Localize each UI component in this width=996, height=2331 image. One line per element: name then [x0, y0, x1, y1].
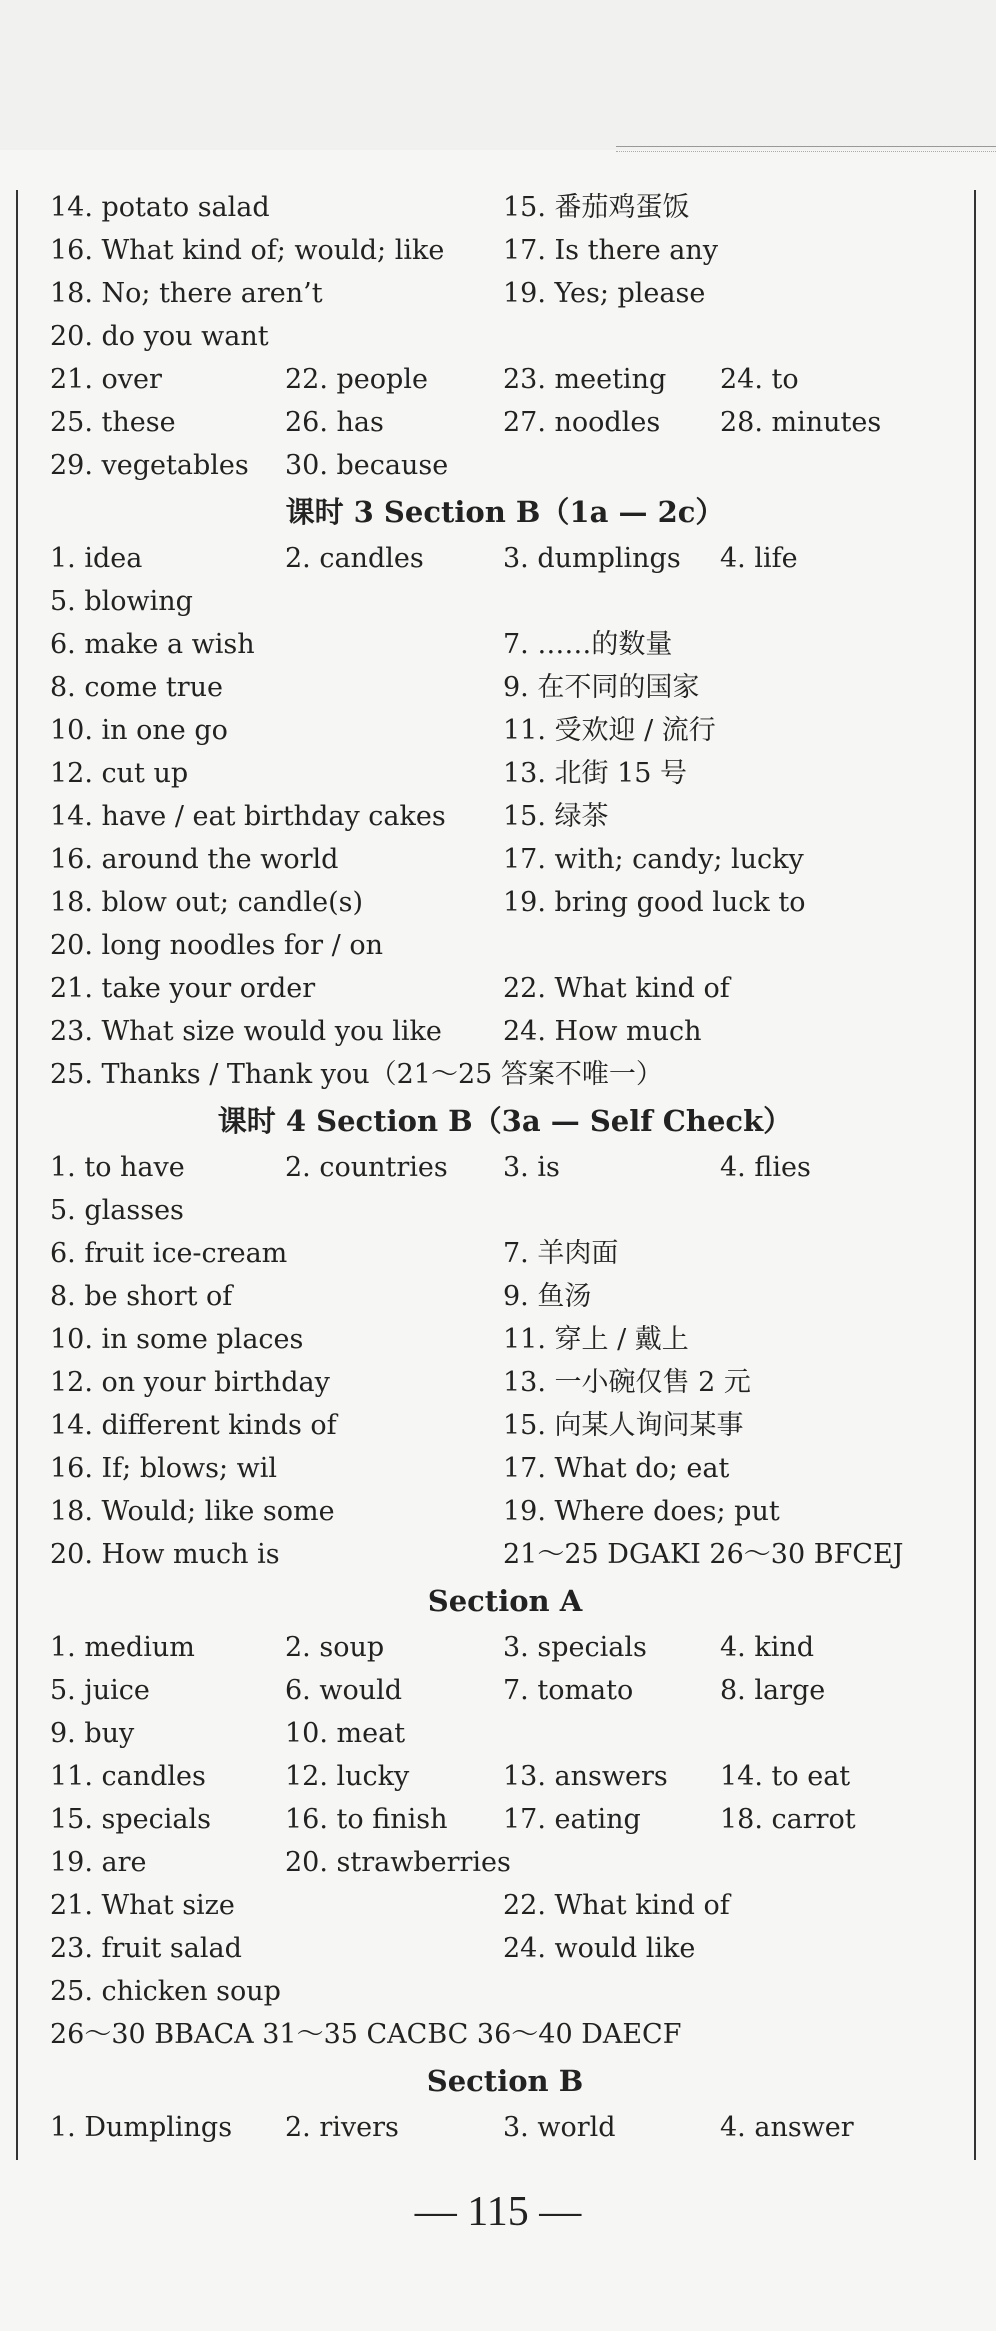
answer-item: 22. people — [285, 364, 428, 395]
answer-item: 16. to finish — [285, 1804, 448, 1835]
answer-item: 8. large — [720, 1675, 826, 1706]
answer-row — [50, 1755, 960, 1798]
answer-row — [50, 1361, 960, 1404]
answer-item: 13. 北街 15 号 — [503, 758, 688, 789]
answer-item: 5. glasses — [50, 1195, 184, 1226]
answer-item: 18. blow out; candle(s) — [50, 887, 363, 918]
answer-item: 12. lucky — [285, 1761, 410, 1792]
answer-item: 11. 受欢迎 / 流行 — [503, 715, 716, 746]
answer-item: 5. blowing — [50, 586, 193, 617]
answer-item: 19. Where does; put — [503, 1496, 780, 1527]
answer-key-content — [50, 186, 960, 2149]
answer-item: 11. candles — [50, 1761, 206, 1792]
answer-item: 10. in some places — [50, 1324, 304, 1355]
page-number: — 115 — — [414, 2189, 582, 2235]
answer-row — [50, 1447, 960, 1490]
answer-item: 16. What kind of; would; like — [50, 235, 445, 266]
answer-row — [50, 2013, 960, 2056]
answer-row — [50, 229, 960, 272]
answer-item: 25. chicken soup — [50, 1976, 281, 2007]
answer-item: 25. these — [50, 407, 176, 438]
answer-item: 20. strawberries — [285, 1847, 511, 1878]
answer-item: 10. meat — [285, 1718, 406, 1749]
answer-item: 17. What do; eat — [503, 1453, 730, 1484]
answer-row — [50, 752, 960, 795]
answer-item: 19. are — [50, 1847, 147, 1878]
answer-item: 16. If; blows; wil — [50, 1453, 278, 1484]
answer-item: 21. over — [50, 364, 162, 395]
answer-row — [50, 272, 960, 315]
answer-row — [50, 1712, 960, 1755]
answer-row — [50, 2106, 960, 2149]
answer-item: 4. life — [720, 543, 798, 574]
answer-item: 2. candles — [285, 543, 424, 574]
answer-item: 3. is — [503, 1152, 560, 1183]
answer-row — [50, 924, 960, 967]
answer-row — [50, 1884, 960, 1927]
answer-row — [50, 1318, 960, 1361]
answer-item: 28. minutes — [720, 407, 882, 438]
answer-item: 13. 一小碗仅售 2 元 — [503, 1367, 751, 1398]
answer-item: 16. around the world — [50, 844, 339, 875]
answer-item: 6. fruit ice-cream — [50, 1238, 288, 1269]
answer-row — [50, 444, 960, 487]
answer-item: 6. would — [285, 1675, 403, 1706]
answer-item: 7. 羊肉面 — [503, 1238, 619, 1269]
section-heading: Section A — [427, 1584, 583, 1618]
section-heading: Section B — [426, 2064, 584, 2098]
section-heading: 课时 3 Section B（1a — 2c） — [285, 495, 725, 529]
answer-item: 9. buy — [50, 1718, 135, 1749]
answer-item: 14. potato salad — [50, 192, 270, 223]
answer-row — [50, 666, 960, 709]
answer-item: 8. come true — [50, 672, 224, 703]
answer-item: 17. with; candy; lucky — [503, 844, 804, 875]
answer-item: 6. make a wish — [50, 629, 255, 660]
answer-item: 7. ……的数量 — [503, 629, 673, 660]
answer-item: 13. answers — [503, 1761, 668, 1792]
answer-item: 22. What kind of — [503, 973, 730, 1004]
answer-row — [50, 1927, 960, 1970]
answer-row — [50, 1146, 960, 1189]
answer-item: 19. Yes; please — [503, 278, 706, 309]
answer-row — [50, 881, 960, 924]
answer-item: 24. to — [720, 364, 799, 395]
answer-item: 3. specials — [503, 1632, 647, 1663]
answer-item: 18. No; there aren’t — [50, 278, 323, 309]
answer-item: 24. How much — [503, 1016, 702, 1047]
answer-item: 1. to have — [50, 1152, 185, 1183]
answer-row — [50, 1970, 960, 2013]
frame-right-border — [974, 190, 976, 2160]
answer-item: 9. 鱼汤 — [503, 1281, 592, 1312]
answer-item: 27. noodles — [503, 407, 661, 438]
answer-item: 4. flies — [720, 1152, 811, 1183]
answer-item: 1. idea — [50, 543, 143, 574]
answer-item: 1. medium — [50, 1632, 195, 1663]
answer-row — [50, 1669, 960, 1712]
answer-item: 17. eating — [503, 1804, 641, 1835]
answer-item: 26. has — [285, 407, 384, 438]
frame-left-border — [16, 190, 18, 2160]
answer-item: 2. rivers — [285, 2112, 399, 2143]
answer-item: 29. vegetables — [50, 450, 249, 481]
answer-item: 20. do you want — [50, 321, 269, 352]
answer-item: 20. long noodles for / on — [50, 930, 383, 961]
answer-row — [50, 358, 960, 401]
answer-row — [50, 838, 960, 881]
answer-item: 23. fruit salad — [50, 1933, 242, 1964]
section-heading: 课时 4 Section B（3a — Self Check） — [217, 1104, 793, 1138]
answer-item: 1. Dumplings — [50, 2112, 233, 2143]
answer-item: 4. kind — [720, 1632, 815, 1663]
answer-item: 20. How much is — [50, 1539, 280, 1570]
answer-row — [50, 401, 960, 444]
answer-item: 7. tomato — [503, 1675, 634, 1706]
answer-item: 17. Is there any — [503, 235, 719, 266]
answer-item: 14. to eat — [720, 1761, 851, 1792]
answer-row — [50, 537, 960, 580]
answer-row — [50, 795, 960, 838]
answer-row — [50, 1189, 960, 1232]
answer-item: 18. Would; like some — [50, 1496, 335, 1527]
answer-row — [50, 1275, 960, 1318]
answer-item: 3. world — [503, 2112, 616, 2143]
answer-item: 23. What size would you like — [50, 1016, 442, 1047]
answer-row — [50, 1053, 960, 1096]
answer-item: 5. juice — [50, 1675, 150, 1706]
answer-item: 24. would like — [503, 1933, 696, 1964]
answer-row — [50, 623, 960, 666]
answer-item: 25. Thanks / Thank you（21～25 答案不唯一） — [50, 1059, 663, 1090]
answer-item: 15. 绿茶 — [503, 801, 609, 832]
answer-row — [50, 1010, 960, 1053]
answer-item: 30. because — [285, 450, 449, 481]
answer-item: 2. countries — [285, 1152, 448, 1183]
answer-item: 21～25 DGAKI 26～30 BFCEJ — [503, 1539, 904, 1570]
answer-row — [50, 967, 960, 1010]
answer-item: 18. carrot — [720, 1804, 856, 1835]
answer-item: 2. soup — [285, 1632, 385, 1663]
answer-row — [50, 1841, 960, 1884]
answer-row — [50, 315, 960, 358]
answer-item: 21. take your order — [50, 973, 316, 1004]
answer-item: 10. in one go — [50, 715, 228, 746]
answer-item: 15. specials — [50, 1804, 211, 1835]
answer-item: 8. be short of — [50, 1281, 233, 1312]
answer-item: 9. 在不同的国家 — [503, 672, 700, 703]
answer-item: 22. What kind of — [503, 1890, 730, 1921]
answer-item: 15. 向某人询问某事 — [503, 1410, 744, 1441]
answer-item: 3. dumplings — [503, 543, 681, 574]
answer-row — [50, 1626, 960, 1669]
answer-row — [50, 186, 960, 229]
answer-row — [50, 1490, 960, 1533]
answer-item: 12. cut up — [50, 758, 189, 789]
answer-row — [50, 709, 960, 752]
answer-row — [50, 1232, 960, 1275]
answer-row — [50, 1533, 960, 1576]
answer-item: 11. 穿上 / 戴上 — [503, 1324, 689, 1355]
answer-row — [50, 1404, 960, 1447]
answer-item: 23. meeting — [503, 364, 667, 395]
answer-item: 14. have / eat birthday cakes — [50, 801, 446, 832]
answer-row — [50, 1798, 960, 1841]
answer-row — [50, 580, 960, 623]
answer-item: 19. bring good luck to — [503, 887, 806, 918]
answer-item: 14. different kinds of — [50, 1410, 337, 1441]
answer-item: 21. What size — [50, 1890, 235, 1921]
answer-item: 12. on your birthday — [50, 1367, 330, 1398]
page-top-margin — [0, 0, 996, 150]
answer-item: 15. 番茄鸡蛋饭 — [503, 192, 690, 223]
answer-item: 4. answer — [720, 2112, 854, 2143]
decorative-rule — [616, 146, 996, 152]
answer-item: 26～30 BBACA 31～35 CACBC 36～40 DAECF — [50, 2019, 682, 2050]
